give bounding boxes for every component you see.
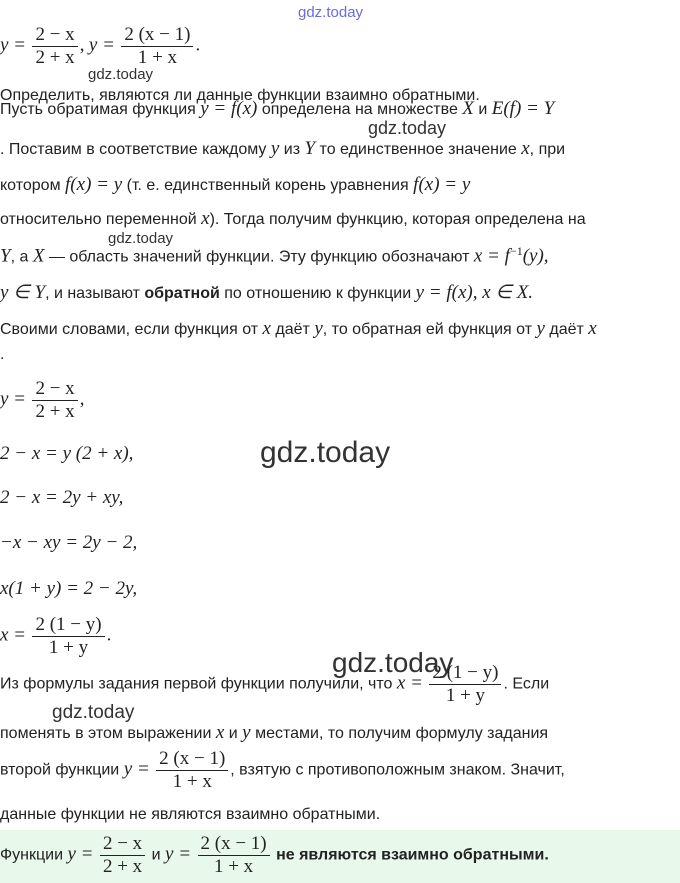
fraction: $\frac{2 (x - 1)}{1 + x}$ bbox=[198, 833, 270, 878]
watermark: gdz.today bbox=[52, 702, 135, 723]
watermark-large: gdz.today bbox=[260, 436, 391, 469]
watermark-large: gdz.today bbox=[332, 647, 454, 678]
theory-line: Пусть обратимая функция y = f(x) определена на множестве X и E(f) = Y bbox=[0, 98, 555, 119]
conclusion-line: Из формулы задания первой функции получили, что x = $\frac{2 (1 - y)}{1 + y}$ . Если bbox=[0, 662, 550, 706]
answer-line: Функции y = $\frac{2 - x}{2 + x}$ и y = $\frac{2 (x - 1)}{1 + x}$ не являются взаимно обратными. bbox=[0, 833, 549, 877]
solution-step: −x − xy = 2y − 2, bbox=[0, 532, 138, 553]
solution-step: y = $\frac{2 - x}{2 + x}$ , bbox=[0, 378, 85, 422]
solution-step: x(1 + y) = 2 − 2y, bbox=[0, 578, 138, 599]
theory-line: . bbox=[0, 346, 5, 363]
fraction: $\frac{2 (1 - y)}{1 + y}$ bbox=[32, 614, 104, 659]
theory-line: . Поставим в соответствие каждому y из Y то единственное значение x, при bbox=[0, 138, 566, 159]
theory-line: y ∈ Y, и называют обратной по отношению к функции y = f(x), x ∈ X. bbox=[0, 282, 534, 303]
watermark: gdz.today bbox=[88, 66, 154, 83]
watermark: gdz.today bbox=[108, 230, 174, 247]
answer-box bbox=[0, 830, 680, 883]
conclusion-line: данные функции не являются взаимно обратными. bbox=[0, 806, 381, 823]
task-text-clipped: Определить, являются ли данные функции взаимно обратными. bbox=[0, 87, 480, 104]
watermark: gdz.today bbox=[368, 118, 447, 138]
theory-line: относительно переменной x). Тогда получим функцию, которая определена на bbox=[0, 208, 586, 229]
conclusion-line: поменять в этом выражении x и y местами, то получим формулу задания bbox=[0, 722, 549, 743]
solution-step: x = $\frac{2 (1 - y)}{1 + y}$ . bbox=[0, 614, 112, 658]
watermark-top: gdz.today bbox=[298, 4, 364, 21]
fraction: $\frac{2 - x}{2 + x}$ bbox=[32, 24, 77, 69]
theory-line: котором f(x) = y (т. е. единственный корень уравнения f(x) = y bbox=[0, 174, 471, 195]
task-formula: y = $\frac{2 - x}{2 + x}$ , y = $\frac{2 (x - 1)}{1 + x}$ . bbox=[0, 24, 201, 68]
theory-line: Своими словами, если функция от x даёт y, то обратная ей функция от y даёт x bbox=[0, 318, 597, 339]
solution-step: 2 − x = 2y + xy, bbox=[0, 487, 124, 508]
fraction: $\frac{2 - x}{2 + x}$ bbox=[100, 833, 145, 878]
term-inverse: обратной bbox=[144, 285, 220, 302]
conclusion-line: второй функции y = $\frac{2 (x - 1)}{1 + x}$ , взятую с противоположным знаком. Значит, bbox=[0, 748, 565, 792]
theory-line: Y, а X — область значений функции. Эту функцию обозначают $x = f^{-1}(y)$, bbox=[0, 244, 549, 267]
fraction: $\frac{2 (1 - y)}{1 + y}$ bbox=[429, 662, 501, 707]
fraction: $\frac{2 (x - 1)}{1 + x}$ bbox=[121, 24, 193, 69]
solution-step: 2 − x = y (2 + x), bbox=[0, 443, 134, 464]
fraction: $\frac{2 - x}{2 + x}$ bbox=[32, 378, 77, 423]
fraction: $\frac{2 (x - 1)}{1 + x}$ bbox=[156, 748, 228, 793]
